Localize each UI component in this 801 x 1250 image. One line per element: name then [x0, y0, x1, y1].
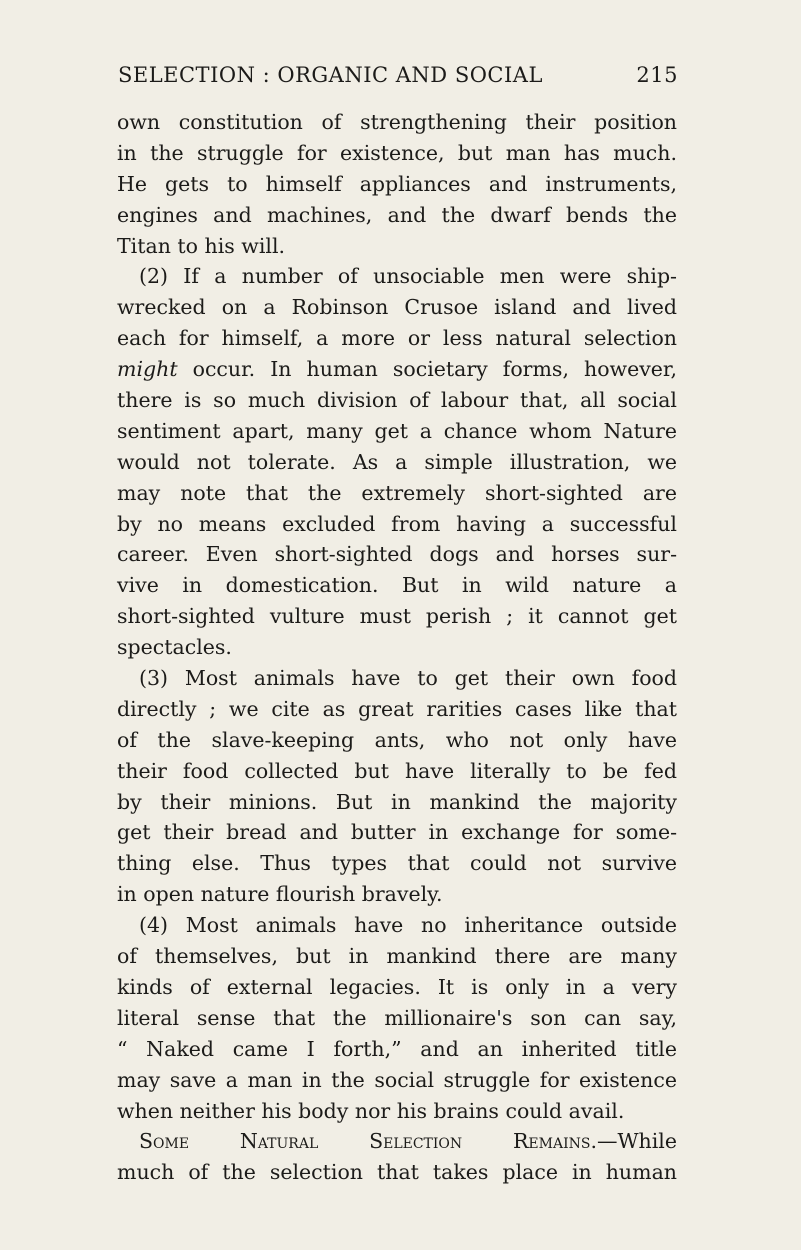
text-line: would not tolerate. As a simple illustration, we: [117, 449, 677, 474]
running-header: [118, 63, 678, 97]
text-line: may note that the extremely short-sighted are: [117, 480, 677, 505]
text-line: may save a man in the social struggle for existence: [117, 1067, 677, 1092]
text-line: own constitution of strengthening their position: [117, 110, 677, 134]
text-line: (4) Most animals have no inheritance outside: [139, 913, 677, 938]
text-line: He gets to himself appliances and instruments,: [117, 171, 677, 196]
text-line: thing else. Thus types that could not survive: [117, 851, 677, 876]
running-title: SELECTION : ORGANIC AND SOCIAL: [118, 63, 543, 87]
text-line: spectacles.: [117, 635, 232, 660]
text-line: sentiment apart, many get a chance whom Nature: [117, 418, 677, 443]
blank-page-area: [0, 760, 801, 1250]
text-line: there is so much division of labour that, all social: [117, 388, 677, 413]
text-line: by no means excluded from having a successful: [117, 511, 677, 536]
text-line: directly ; we cite as great rarities cases like that: [117, 696, 677, 721]
text-line: their food collected but have literally to be fed: [117, 758, 677, 783]
text-line-with-italic: [117, 354, 677, 385]
text-line: by their minions. But in mankind the majority: [117, 789, 677, 814]
text-line: of the slave-keeping ants, who not only have: [117, 727, 677, 752]
section-heading: Some Natural Selection Remains.: [139, 1129, 597, 1154]
text-line: (3) Most animals have to get their own food: [139, 666, 677, 691]
text-line: (2) If a number of unsociable men were ship-: [139, 264, 677, 289]
text-line: literal sense that the millionaire's son can say,: [117, 1005, 677, 1030]
page-number: 215: [636, 63, 678, 87]
text-line: wrecked on a Robinson Crusoe island and lived: [117, 295, 677, 320]
italic-word: might: [117, 357, 178, 382]
text-line: in open nature flourish bravely.: [117, 882, 443, 907]
text-line: get their bread and butter in exchange for some-: [117, 820, 677, 845]
text-line: Titan to his will.: [117, 233, 286, 258]
text-line: in the struggle for existence, but man has much.: [117, 140, 677, 165]
text-fragment: occur. In human societary forms, however,: [192, 357, 677, 382]
text-line: “ Naked came I forth,” and an inherited title: [117, 1036, 677, 1061]
text-line: each for himself, a more or less natural selection: [117, 326, 677, 351]
text-fragment: —While: [596, 1129, 677, 1154]
text-line: career. Even short-sighted dogs and horses sur-: [117, 542, 677, 567]
text-line: kinds of external legacies. It is only in a very: [117, 974, 677, 999]
text-line: engines and machines, and the dwarf bends the: [117, 202, 677, 227]
text-line: short-sighted vulture must perish ; it cannot get: [117, 604, 677, 629]
text-line: much of the selection that takes place in human: [117, 1160, 677, 1185]
text-line: vive in domestication. But in wild nature a: [117, 573, 677, 598]
text-line: of themselves, but in mankind there are many: [117, 944, 677, 969]
text-line: when neither his body nor his brains could avail.: [117, 1098, 625, 1123]
